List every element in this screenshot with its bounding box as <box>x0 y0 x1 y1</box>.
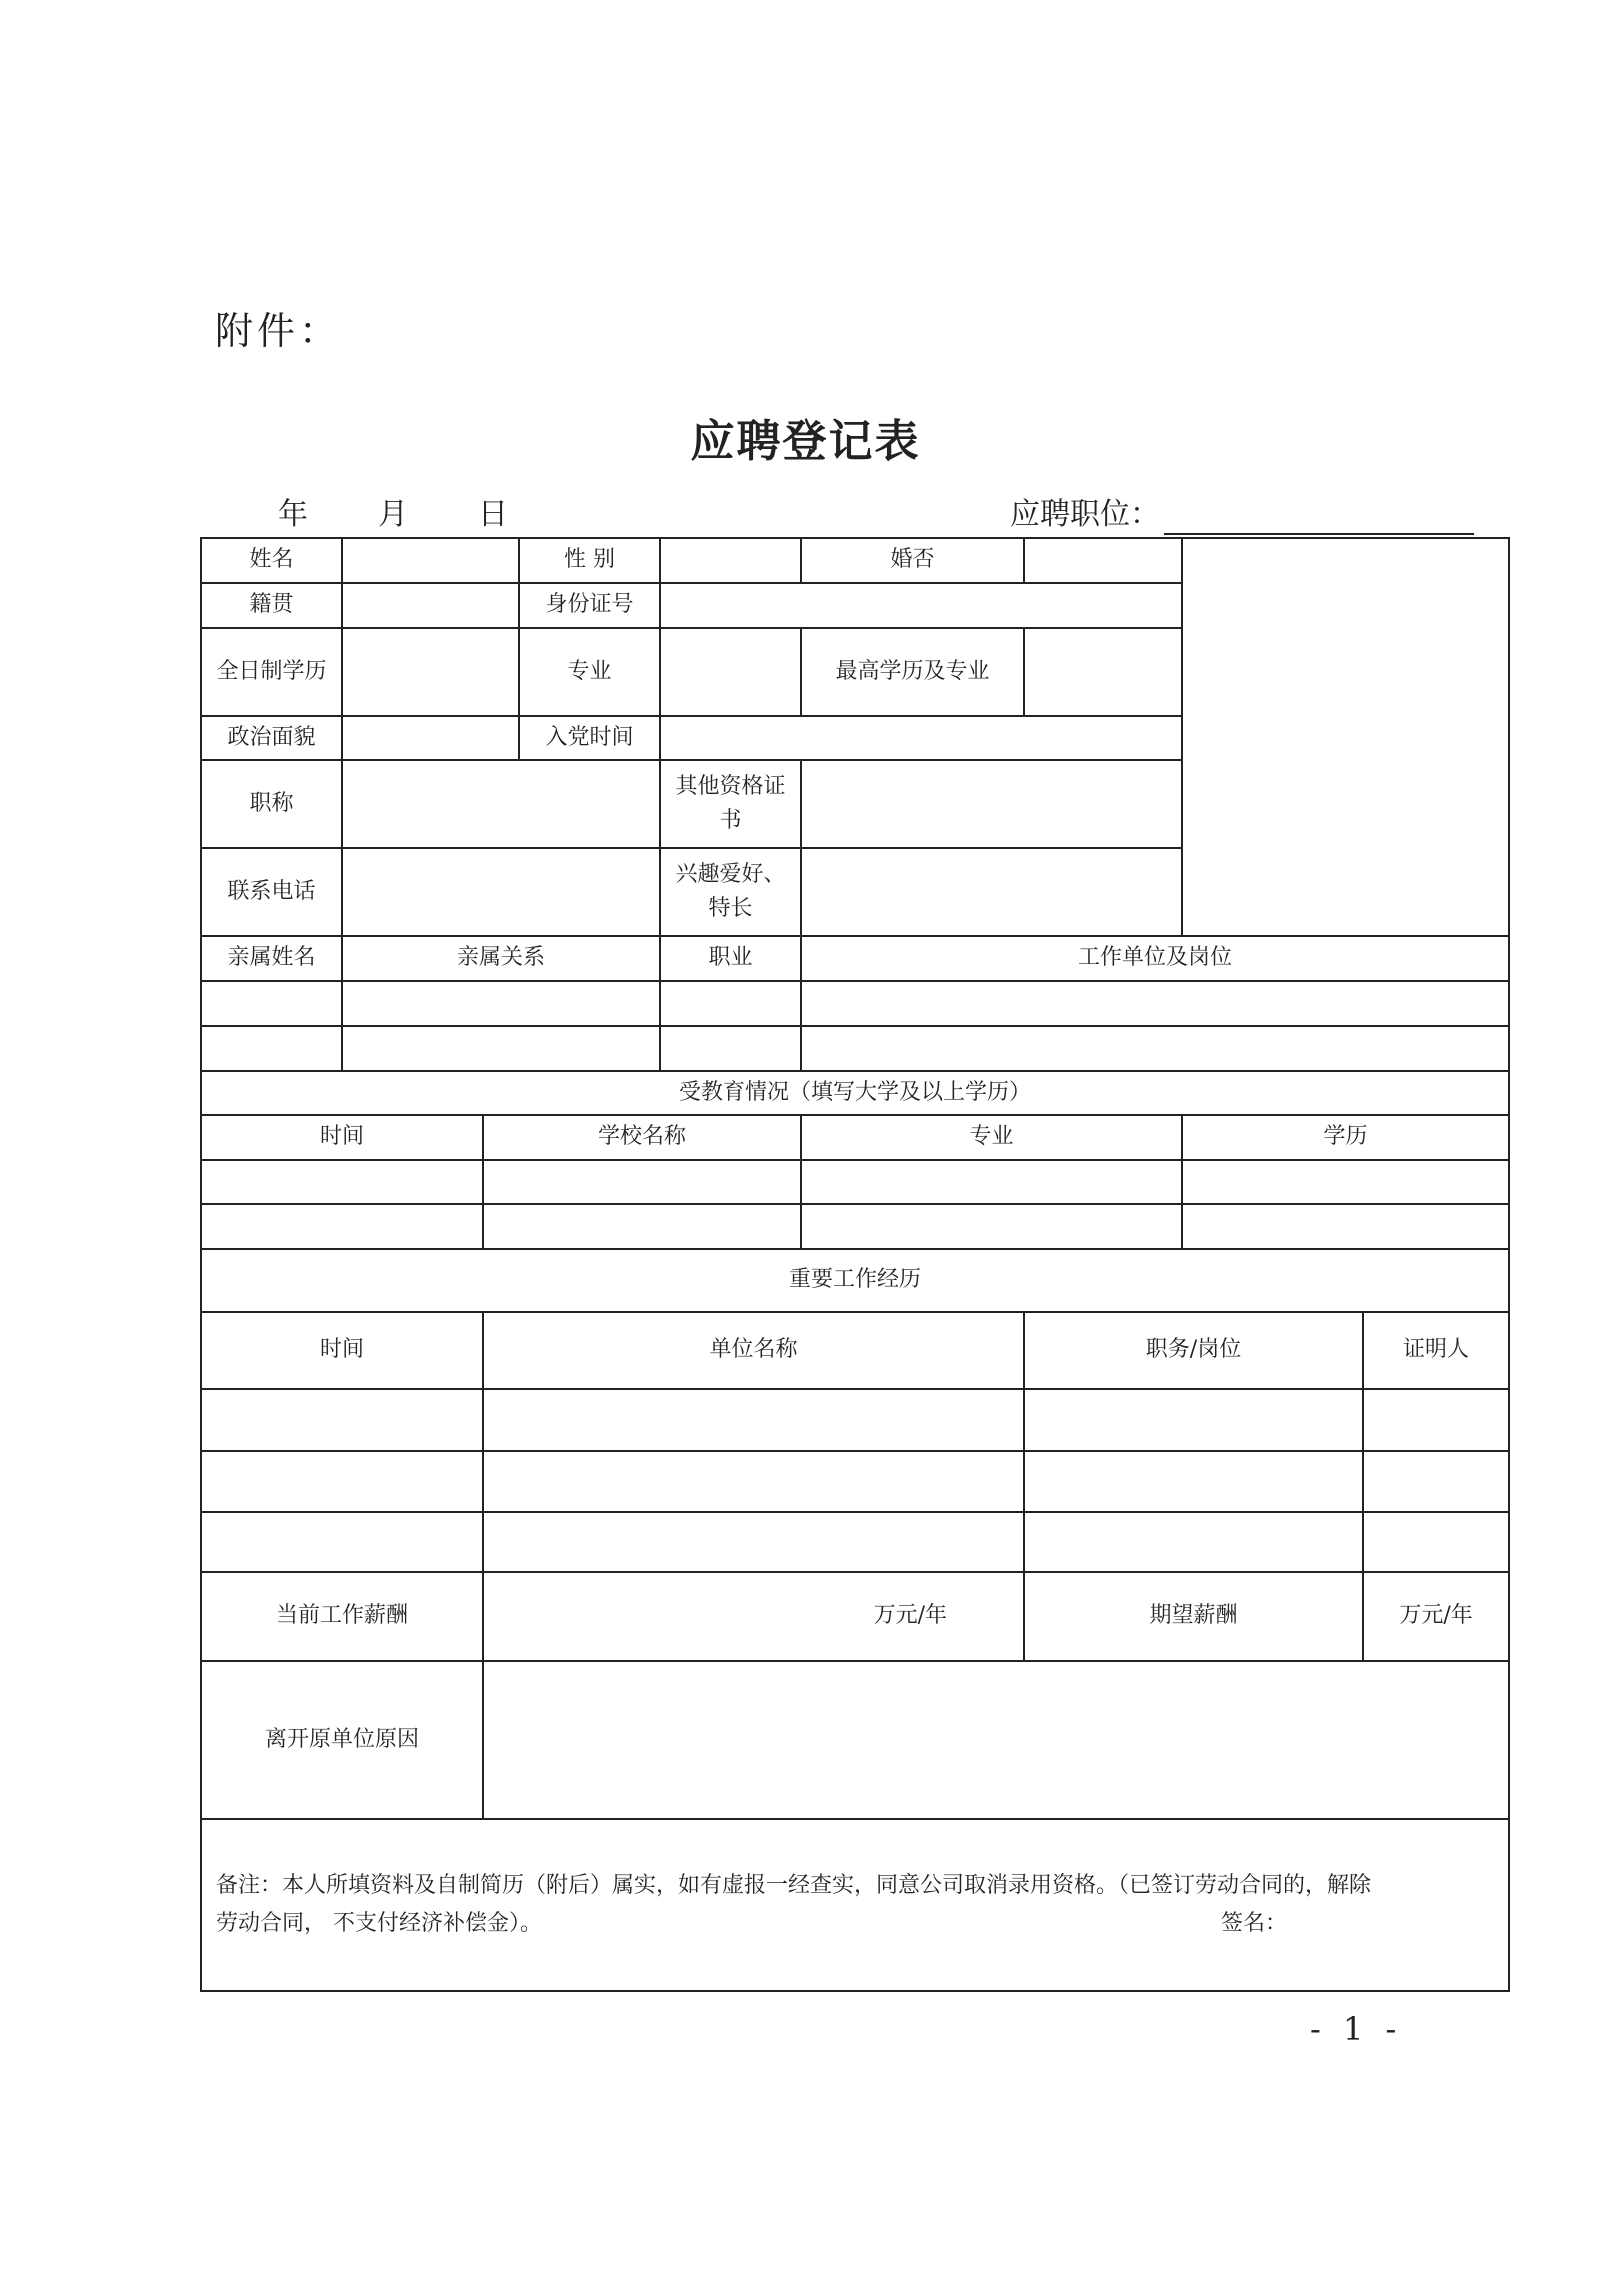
gender-field[interactable] <box>660 538 801 583</box>
highest-education-label: 最高学历及专业 <box>801 628 1024 716</box>
registration-form <box>200 537 1510 1992</box>
work-time-header: 时间 <box>201 1312 483 1389</box>
education-degree-header: 学历 <box>1182 1115 1509 1160</box>
major-field[interactable] <box>660 628 801 716</box>
other-certificates-field[interactable] <box>801 760 1182 848</box>
current-salary-label: 当前工作薪酬 <box>201 1572 483 1661</box>
table-row <box>201 1451 1509 1512</box>
table-row <box>201 538 1509 583</box>
work-company-field[interactable] <box>483 1451 1024 1512</box>
work-time-field[interactable] <box>201 1512 483 1572</box>
table-row <box>201 1115 1509 1160</box>
work-reference-field[interactable] <box>1363 1451 1509 1512</box>
work-company-header: 单位名称 <box>483 1312 1024 1389</box>
relative-name-field[interactable] <box>201 1026 342 1071</box>
relative-employer-field[interactable] <box>801 1026 1509 1071</box>
leave-reason-label: 离开原单位原因 <box>201 1661 483 1819</box>
note-line-1: 备注：本人所填资料及自制简历（附后）属实，如有虚报一经查实，同意公司取消录用资格。（已签订劳动合同的，解除 <box>216 1872 1372 1898</box>
education-degree-field[interactable] <box>1182 1204 1509 1249</box>
gender-label: 性 别 <box>519 538 660 583</box>
marital-label: 婚否 <box>801 538 1024 583</box>
expected-salary-field[interactable]: 万元/年 <box>1363 1572 1509 1661</box>
education-section-title: 受教育情况（填写大学及以上学历） <box>201 1071 1509 1115</box>
relative-relation-header: 亲属关系 <box>342 936 660 981</box>
work-reference-header: 证明人 <box>1363 1312 1509 1389</box>
table-row <box>201 1204 1509 1249</box>
relative-name-header: 亲属姓名 <box>201 936 342 981</box>
education-degree-field[interactable] <box>1182 1160 1509 1204</box>
attachment-label: 附件： <box>215 309 342 353</box>
page-number: - 1 - <box>1310 2010 1403 2048</box>
native-place-field[interactable] <box>342 583 519 628</box>
relative-relation-field[interactable] <box>342 981 660 1026</box>
native-place-label: 籍贯 <box>201 583 342 628</box>
relative-occupation-header: 职业 <box>660 936 801 981</box>
work-reference-field[interactable] <box>1363 1512 1509 1572</box>
education-major-field[interactable] <box>801 1160 1182 1204</box>
work-role-field[interactable] <box>1024 1389 1363 1451</box>
table-row <box>201 1572 1509 1661</box>
relative-occupation-field[interactable] <box>660 1026 801 1071</box>
table-row <box>201 1312 1509 1389</box>
leave-reason-field[interactable] <box>483 1661 1509 1819</box>
work-reference-field[interactable] <box>1363 1389 1509 1451</box>
position-label: 应聘职位： <box>1010 497 1160 532</box>
education-time-header: 时间 <box>201 1115 483 1160</box>
phone-field[interactable] <box>342 848 660 936</box>
position-line <box>1010 495 1474 535</box>
work-role-field[interactable] <box>1024 1512 1363 1572</box>
table-row <box>201 1661 1509 1819</box>
political-status-field[interactable] <box>342 716 519 760</box>
work-time-field[interactable] <box>201 1451 483 1512</box>
party-join-date-label: 入党时间 <box>519 716 660 760</box>
work-company-field[interactable] <box>483 1389 1024 1451</box>
political-status-label: 政治面貌 <box>201 716 342 760</box>
highest-education-field[interactable] <box>1024 628 1182 716</box>
table-row <box>201 1389 1509 1451</box>
relative-relation-field[interactable] <box>342 1026 660 1071</box>
education-school-field[interactable] <box>483 1160 801 1204</box>
major-label: 专业 <box>519 628 660 716</box>
name-field[interactable] <box>342 538 519 583</box>
education-major-field[interactable] <box>801 1204 1182 1249</box>
name-label: 姓名 <box>201 538 342 583</box>
title-field[interactable] <box>342 760 660 848</box>
signature-label: 签名： <box>1221 1911 1288 1936</box>
work-time-field[interactable] <box>201 1389 483 1451</box>
relative-name-field[interactable] <box>201 981 342 1026</box>
photo-box <box>1182 538 1509 936</box>
position-blank[interactable] <box>1164 503 1474 535</box>
fulltime-education-label: 全日制学历 <box>201 628 342 716</box>
expected-salary-label: 期望薪酬 <box>1024 1572 1363 1661</box>
work-section-title: 重要工作经历 <box>201 1249 1509 1312</box>
work-company-field[interactable] <box>483 1512 1024 1572</box>
declaration-note <box>201 1819 1509 1991</box>
table-row <box>201 936 1509 981</box>
note-line-2: 劳动合同， 不支付经济补偿金）。 <box>216 1911 542 1936</box>
table-row <box>201 981 1509 1026</box>
work-role-field[interactable] <box>1024 1451 1363 1512</box>
relative-employer-header: 工作单位及岗位 <box>801 936 1509 981</box>
relative-employer-field[interactable] <box>801 981 1509 1026</box>
other-certificates-label: 其他资格证书 <box>660 760 801 848</box>
table-row <box>201 1026 1509 1071</box>
marital-field[interactable] <box>1024 538 1182 583</box>
current-salary-field[interactable]: 万元/年 <box>483 1572 1024 1661</box>
education-major-header: 专业 <box>801 1115 1182 1160</box>
relative-occupation-field[interactable] <box>660 981 801 1026</box>
title-label: 职称 <box>201 760 342 848</box>
note-line-2-wrap <box>216 1905 1494 1944</box>
phone-label: 联系电话 <box>201 848 342 936</box>
form-title: 应聘登记表 <box>690 416 921 467</box>
table-row <box>201 1071 1509 1115</box>
education-time-field[interactable] <box>201 1160 483 1204</box>
party-join-date-field[interactable] <box>660 716 1182 760</box>
education-time-field[interactable] <box>201 1204 483 1249</box>
id-number-label: 身份证号 <box>519 583 660 628</box>
date-month-label: 月 <box>378 497 408 532</box>
date-year-label: 年 <box>278 497 308 532</box>
table-row <box>201 1512 1509 1572</box>
table-row <box>201 1249 1509 1312</box>
education-school-header: 学校名称 <box>483 1115 801 1160</box>
table-row <box>201 1160 1509 1204</box>
education-school-field[interactable] <box>483 1204 801 1249</box>
fulltime-education-field[interactable] <box>342 628 519 716</box>
hobbies-label: 兴趣爱好、特长 <box>660 848 801 936</box>
table-row <box>201 1819 1509 1991</box>
hobbies-field[interactable] <box>801 848 1182 936</box>
date-day-label: 日 <box>478 497 508 532</box>
work-role-header: 职务/岗位 <box>1024 1312 1363 1389</box>
id-number-field[interactable] <box>660 583 1182 628</box>
